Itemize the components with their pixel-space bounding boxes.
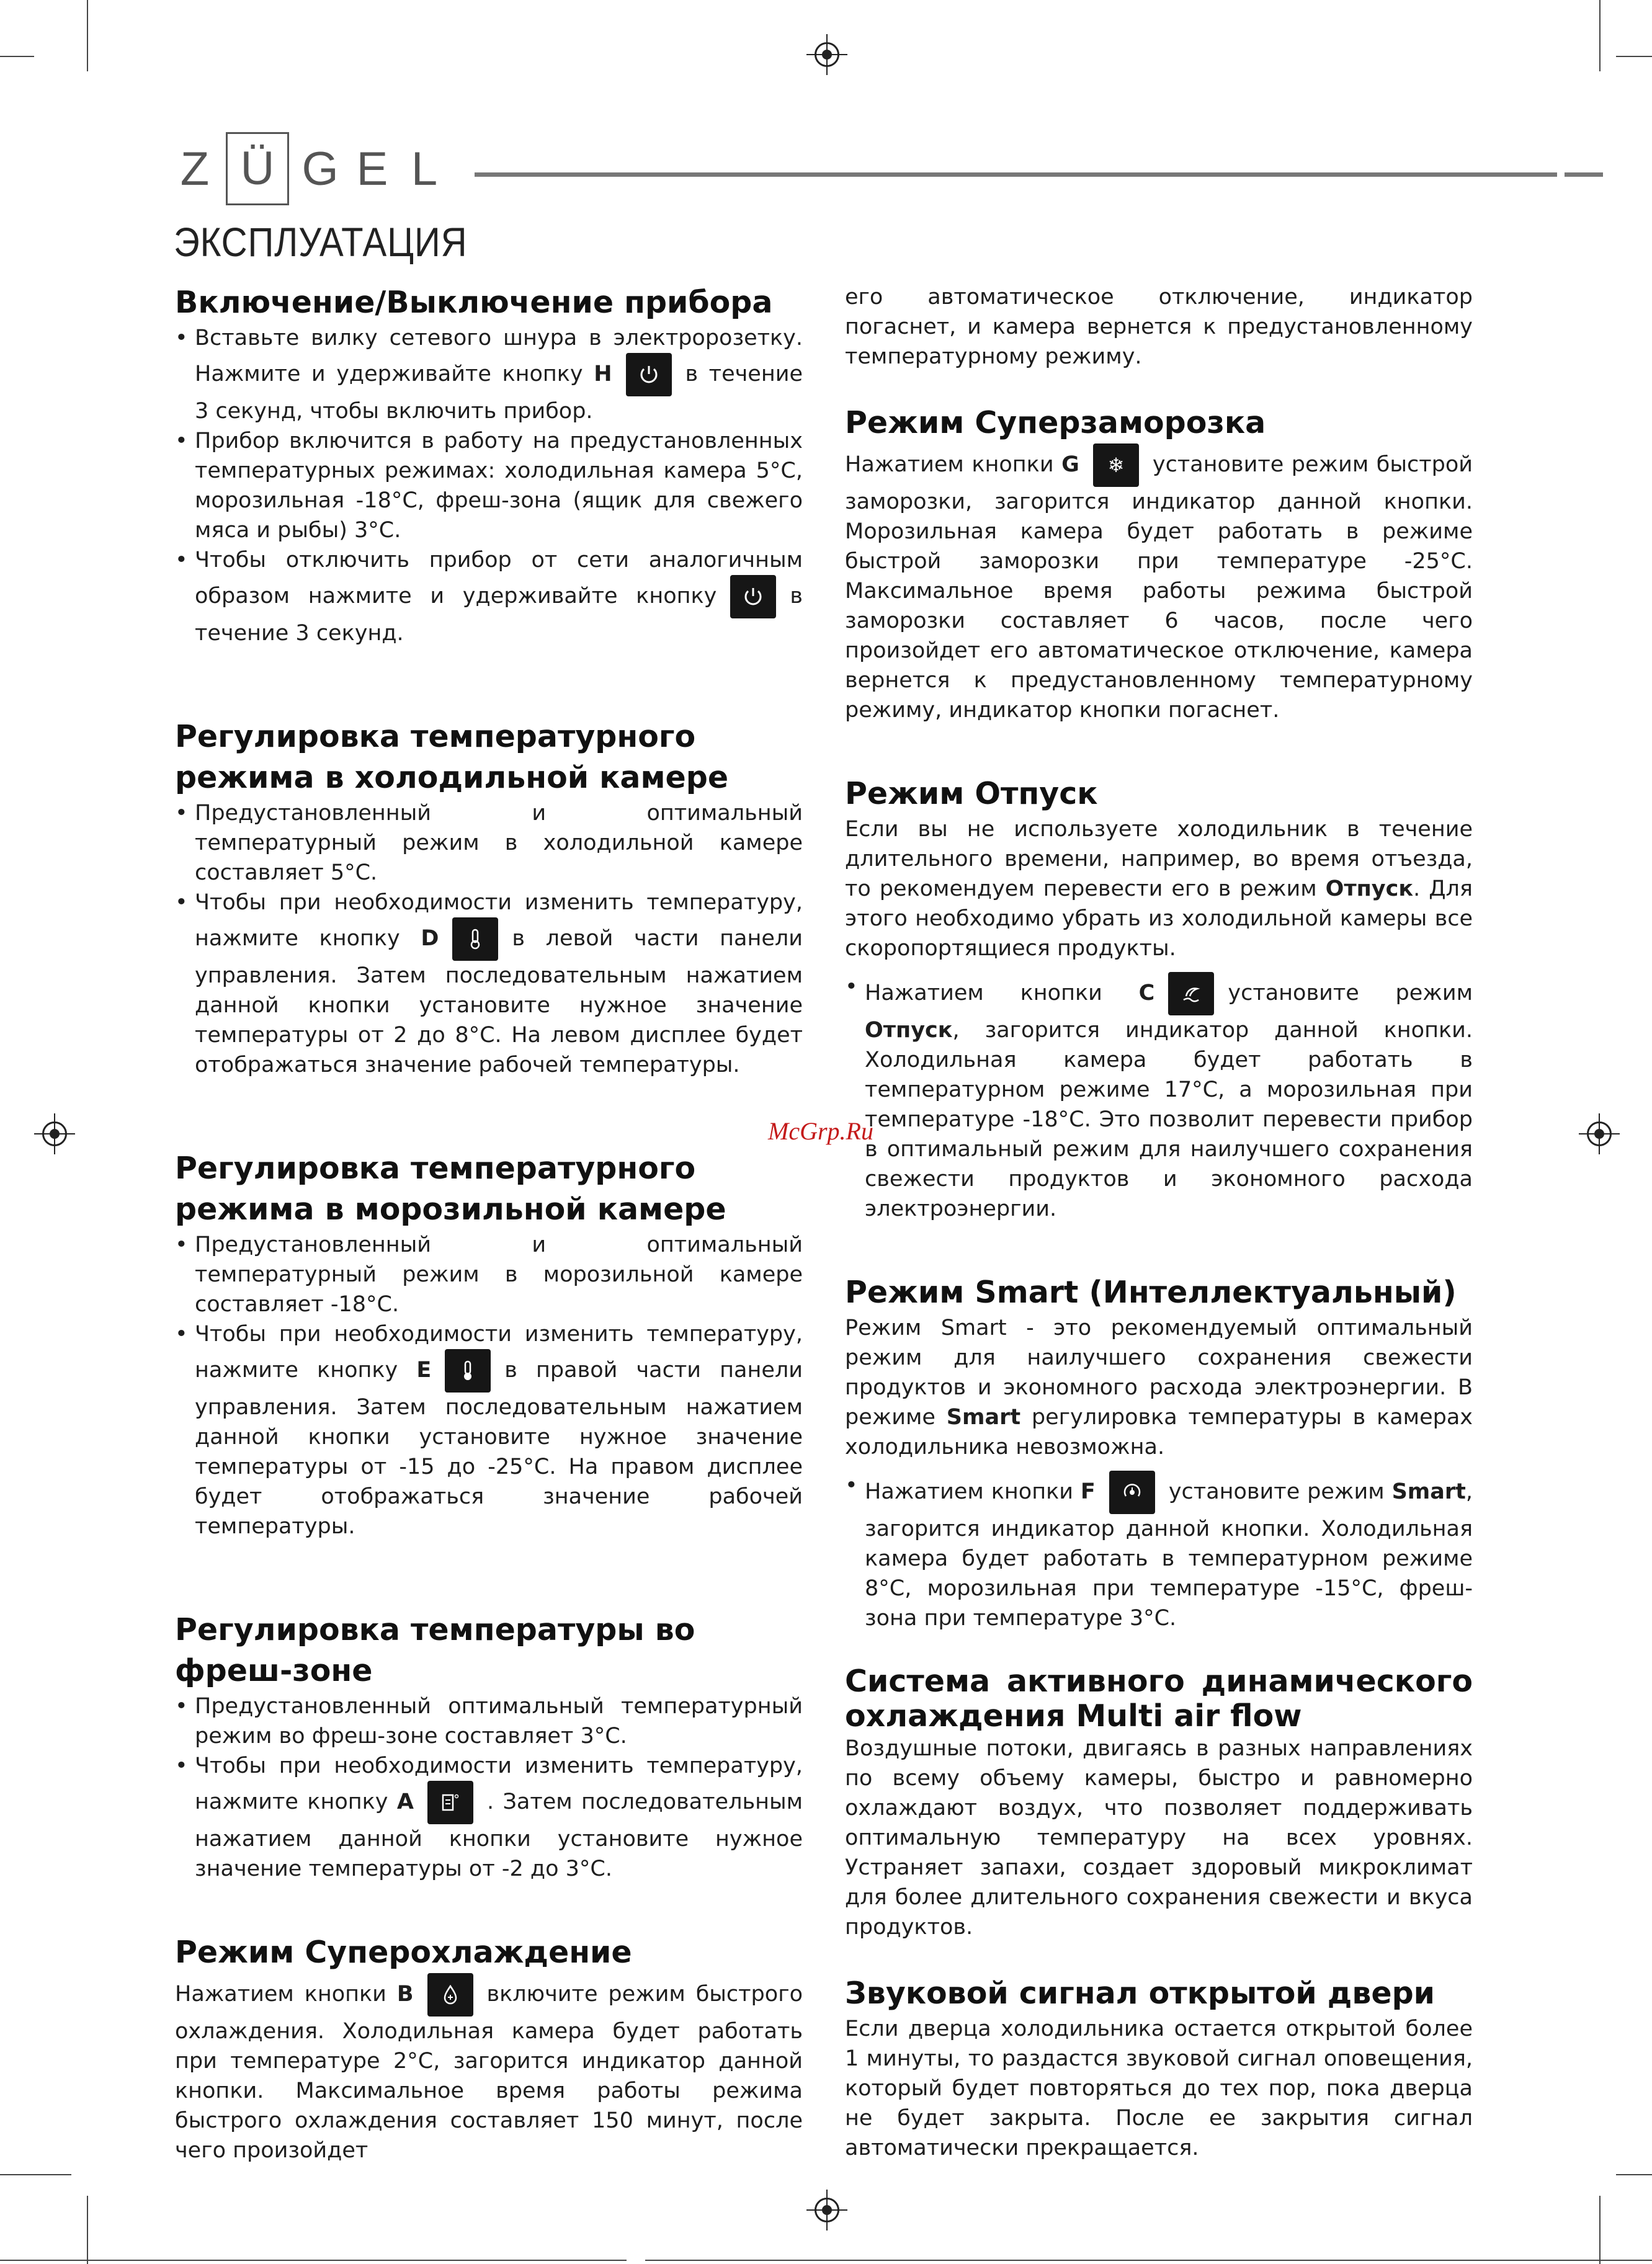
registration-mark-icon bbox=[815, 2198, 839, 2222]
list-item: • Нажатием кнопки C установите режим Отпуск, загорится индикатор данной кнопки. Холодильная камера будет работать в температурном режиме 17°С, а морозильная при температуре -18°С. Это позволит перевести прибор в оптимальный режим для наилучшего сохранения свежести продуктов и экономного расхода электроэнергии. bbox=[845, 972, 1473, 1224]
section-title-fresh-zone: Регулировка температуры во фреш-зоне bbox=[175, 1612, 695, 1688]
left-column bbox=[175, 282, 803, 2165]
paragraph: Нажатием кнопки G ❄ установите режим быстрой заморозки, загорится индикатор данной кнопки. Морозильная камера будет работать в режиме быстрой заморозки при температуре -25°С. Максимальное время работы режима быстрой заморозки составляет 6 часов, после чего произойдет его автоматическое отключение, камера вернется к предустановленному температурному режиму, индикатор кнопки погаснет. bbox=[845, 443, 1473, 725]
brand-logo bbox=[169, 138, 450, 200]
section-title-supercool: Режим Суперохлаждение bbox=[175, 1935, 632, 1970]
list-item: • Предустановленный оптимальный температурный режим во фреш-зоне составляет 3°С. bbox=[175, 1691, 803, 1751]
vacation-icon bbox=[1168, 972, 1214, 1015]
watermark: McGrp.Ru bbox=[768, 1117, 873, 1145]
list-item: • Чтобы при необходимости изменить температуру, нажмите кнопку D в левой части панели управления. Затем последовательным нажатием данной кнопки установите нужное значение температуры от 2 до 8°С. На левом дисплее будет отображаться значение рабочей температуры. bbox=[175, 888, 803, 1080]
paragraph: Воздушные потоки, двигаясь в разных направлениях по всему объему камеры, быстро и равномерно охлаждают воздух, что позволяет поддерживать оптимальную температуру на всех уровнях. Устраняет запахи, создает здоровый микроклимат для более длительного сохранения свежести и вкуса продуктов. bbox=[845, 1736, 1473, 1940]
registration-mark-icon bbox=[42, 1121, 67, 1146]
logo-letter: Z bbox=[180, 142, 210, 195]
crop-mark bbox=[0, 56, 34, 57]
fresh-zone-icon bbox=[427, 1781, 473, 1824]
section-title-superfreeze: Режим Суперзаморозка bbox=[845, 405, 1266, 440]
crop-mark bbox=[0, 2260, 627, 2261]
power-icon bbox=[730, 575, 776, 618]
header-rule bbox=[475, 172, 1557, 177]
logo-letter: L bbox=[411, 142, 438, 195]
crop-mark bbox=[87, 2196, 88, 2264]
section-title-vacation: Режим Отпуск bbox=[845, 776, 1098, 811]
power-icon bbox=[626, 353, 672, 396]
paragraph: Нажатием кнопки B включите режим быстрого охлаждения. Холодильная камера будет работать при температуре 2°С, загорится индикатор данной кнопки. Максимальное время работы режима быстрого охлаждения составляет 150 минут, после чего произойдет bbox=[175, 1973, 803, 2165]
snowflake-icon: ❄ bbox=[1093, 443, 1139, 487]
paragraph: его автоматическое отключение, индикатор погаснет, и камера вернется к предустановленному температурному режиму. bbox=[845, 285, 1473, 369]
list-item: • Чтобы при необходимости изменить температуру, нажмите кнопку E в правой части панели управления. Затем последовательным нажатием данной кнопки установите нужное значение температуры от -15 до -25°С. На правом дисплее будет отображаться значение рабочей температуры. bbox=[175, 1319, 803, 1541]
logo-letter: G bbox=[301, 142, 339, 195]
list-item: • Прибор включится в работу на предустановленных температурных режимах: холодильная камера 5°С, морозильная -18°С, фреш-зона (ящик для свежего мяса и рыбы) 3°С. bbox=[175, 426, 803, 545]
crop-mark bbox=[1599, 2196, 1601, 2264]
list-item: • Предустановленный и оптимальный температурный режим в холодильной камере составляет 5°С. bbox=[175, 798, 803, 888]
page-title: ЭКСПЛУАТАЦИЯ bbox=[174, 219, 468, 265]
header-rule-end bbox=[1565, 172, 1603, 177]
smart-icon bbox=[1109, 1471, 1155, 1514]
logo-letter-boxed: Ü bbox=[226, 132, 289, 205]
list-item: • Вставьте вилку сетевого шнура в электророзетку. Нажмите и удерживайте кнопку H в течение 3 секунд, чтобы включить прибор. bbox=[175, 323, 803, 426]
right-column bbox=[845, 282, 1473, 2163]
section-title-fridge-temp: Регулировка температурного режима в холодильной камере bbox=[175, 719, 729, 795]
section-title-door-alarm: Звуковой сигнал открытой двери bbox=[845, 1976, 1435, 2011]
list-item: • Чтобы отключить прибор от сети аналогичным образом нажмите и удерживайте кнопку в течение 3 секунд. bbox=[175, 545, 803, 648]
paragraph: Если дверца холодильника остается открытой более 1 минуты, то раздастся звуковой сигнал оповещения, который будет повторяться до тех пор, пока дверца не будет закрыта. После ее закрытия сигнал автоматически прекращается. bbox=[845, 2017, 1473, 2160]
section-title-power: Включение/Выключение прибора bbox=[175, 285, 773, 320]
crop-mark bbox=[87, 0, 88, 71]
crop-mark bbox=[645, 2260, 1652, 2261]
crop-mark bbox=[0, 2174, 71, 2175]
list-item: • Нажатием кнопки F установите режим Smart, загорится индикатор данной кнопки. Холодильная камера будет работать в температурном режиме 8°С, морозильная при температуре -15°С, фреш-зона при температуре 3°С. bbox=[845, 1471, 1473, 1633]
logo-letter: E bbox=[356, 142, 388, 195]
crop-mark bbox=[1616, 2174, 1652, 2175]
list-item: • Чтобы при необходимости изменить температуру, нажмите кнопку A . Затем последовательным нажатием данной кнопки установите нужное значение температуры от -2 до 3°С. bbox=[175, 1751, 803, 1884]
list-item: • Предустановленный и оптимальный температурный режим в морозильной камере составляет -18°С. bbox=[175, 1230, 803, 1319]
registration-mark-icon bbox=[815, 42, 839, 67]
crop-mark bbox=[1616, 56, 1652, 57]
thermometer-icon bbox=[445, 1349, 491, 1393]
registration-mark-icon bbox=[1587, 1121, 1612, 1146]
section-title-smart: Режим Smart (Интеллектуальный) bbox=[845, 1275, 1457, 1310]
paragraph: Режим Smart - это рекомендуемый оптимальный режим для наилучшего сохранения свежести продуктов и экономного расхода электроэнергии. В режиме Smart регулировка температуры в камерах холодильника невозможна. bbox=[845, 1316, 1473, 1460]
supercool-icon bbox=[427, 1973, 473, 2017]
thermometer-icon bbox=[452, 917, 498, 961]
paragraph: Если вы не используете холодильник в течение длительного времени, например, во время отъезда, то рекомендуем перевести его в режим Отпуск. Для этого необходимо убрать из холодильной камеры все скоропортящиеся продукты. bbox=[845, 817, 1473, 961]
section-title-multi-air-flow: Система активного динамического охлаждения Multi air flow bbox=[845, 1664, 1473, 1734]
section-title-freezer-temp: Регулировка температурного режима в морозильной камере bbox=[175, 1151, 726, 1227]
crop-mark bbox=[1599, 0, 1601, 71]
